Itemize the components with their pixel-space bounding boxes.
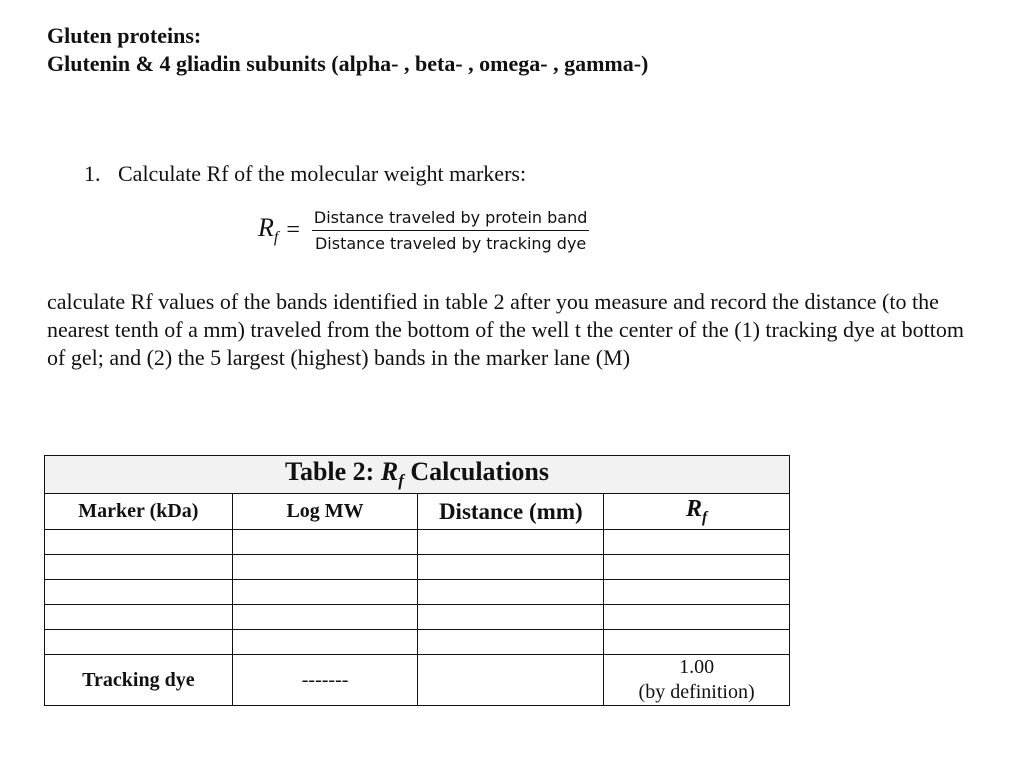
table-cell[interactable] xyxy=(45,630,233,655)
table-cell[interactable] xyxy=(232,605,418,630)
question-text: Calculate Rf of the molecular weight markers: xyxy=(118,161,527,186)
table-cell[interactable] xyxy=(418,605,604,630)
table-title-prefix: Table 2: xyxy=(285,457,381,487)
tracking-dye-label: Tracking dye xyxy=(45,655,233,706)
table-cell[interactable] xyxy=(604,630,790,655)
table-cell[interactable] xyxy=(45,605,233,630)
table-cell[interactable] xyxy=(232,555,418,580)
page-heading xyxy=(47,22,648,78)
tracking-dye-log-mw: ------- xyxy=(232,655,418,706)
table-row xyxy=(45,580,790,605)
header-marker: Marker (kDa) xyxy=(45,494,233,530)
rf-calculations-table xyxy=(44,455,790,706)
table-cell[interactable] xyxy=(418,555,604,580)
formula-lhs xyxy=(258,213,278,247)
table-title-suffix: Calculations xyxy=(403,457,549,487)
table-title-symbol-letter: R xyxy=(380,457,399,487)
tracking-dye-rf xyxy=(604,655,790,706)
formula-lhs-symbol: R xyxy=(258,213,274,243)
table-cell[interactable] xyxy=(232,530,418,555)
table-title xyxy=(45,456,790,494)
table-cell[interactable] xyxy=(604,555,790,580)
instructions-paragraph: calculate Rf values of the bands identified in table 2 after you measure and record the distance (to the nearest tenth of a mm) traveled from the bottom of the well t the center of the (1) tracking dye at bottom of gel; and (2) the 5 largest (highest) bands in the marker lane (M) xyxy=(47,289,964,370)
formula-lhs-subscript: f xyxy=(273,229,279,247)
formula-fraction xyxy=(312,208,589,253)
table-row xyxy=(45,555,790,580)
table-cell[interactable] xyxy=(604,605,790,630)
table-row xyxy=(45,530,790,555)
tracking-dye-rf-note: (by definition) xyxy=(638,681,755,703)
table-cell[interactable] xyxy=(232,630,418,655)
table-row xyxy=(45,630,790,655)
table-cell[interactable] xyxy=(45,580,233,605)
formula-numerator: Distance traveled by protein band xyxy=(312,208,589,231)
table-title-symbol xyxy=(380,457,404,491)
formula-equals: = xyxy=(286,217,300,243)
table-cell[interactable] xyxy=(418,580,604,605)
header-rf xyxy=(604,494,790,530)
header-rf-letter: R xyxy=(685,496,702,523)
heading-line-2: Glutenin & 4 gliadin subunits (alpha- , beta- , omega- , gamma-) xyxy=(47,51,649,76)
table-cell[interactable] xyxy=(418,530,604,555)
heading-line-1: Gluten proteins: xyxy=(47,23,202,48)
table-cell[interactable] xyxy=(45,555,233,580)
table-row xyxy=(45,605,790,630)
table-cell[interactable] xyxy=(232,580,418,605)
header-distance: Distance (mm) xyxy=(418,494,604,530)
table-cell[interactable] xyxy=(418,630,604,655)
table-title-symbol-subscript: f xyxy=(398,471,404,491)
tracking-dye-row xyxy=(45,655,790,706)
header-log-mw: Log MW xyxy=(232,494,418,530)
table-title-row xyxy=(45,456,790,494)
rf-formula xyxy=(258,208,589,253)
formula-denominator: Distance traveled by tracking dye xyxy=(314,234,587,253)
question-1 xyxy=(84,160,526,188)
table-cell[interactable] xyxy=(604,530,790,555)
header-rf-subscript: f xyxy=(702,508,708,526)
table-cell[interactable] xyxy=(45,530,233,555)
question-number: 1. xyxy=(84,161,101,186)
table-header-row xyxy=(45,494,790,530)
tracking-dye-rf-value: 1.00 xyxy=(679,656,715,678)
tracking-dye-distance[interactable] xyxy=(418,655,604,706)
table-cell[interactable] xyxy=(604,580,790,605)
